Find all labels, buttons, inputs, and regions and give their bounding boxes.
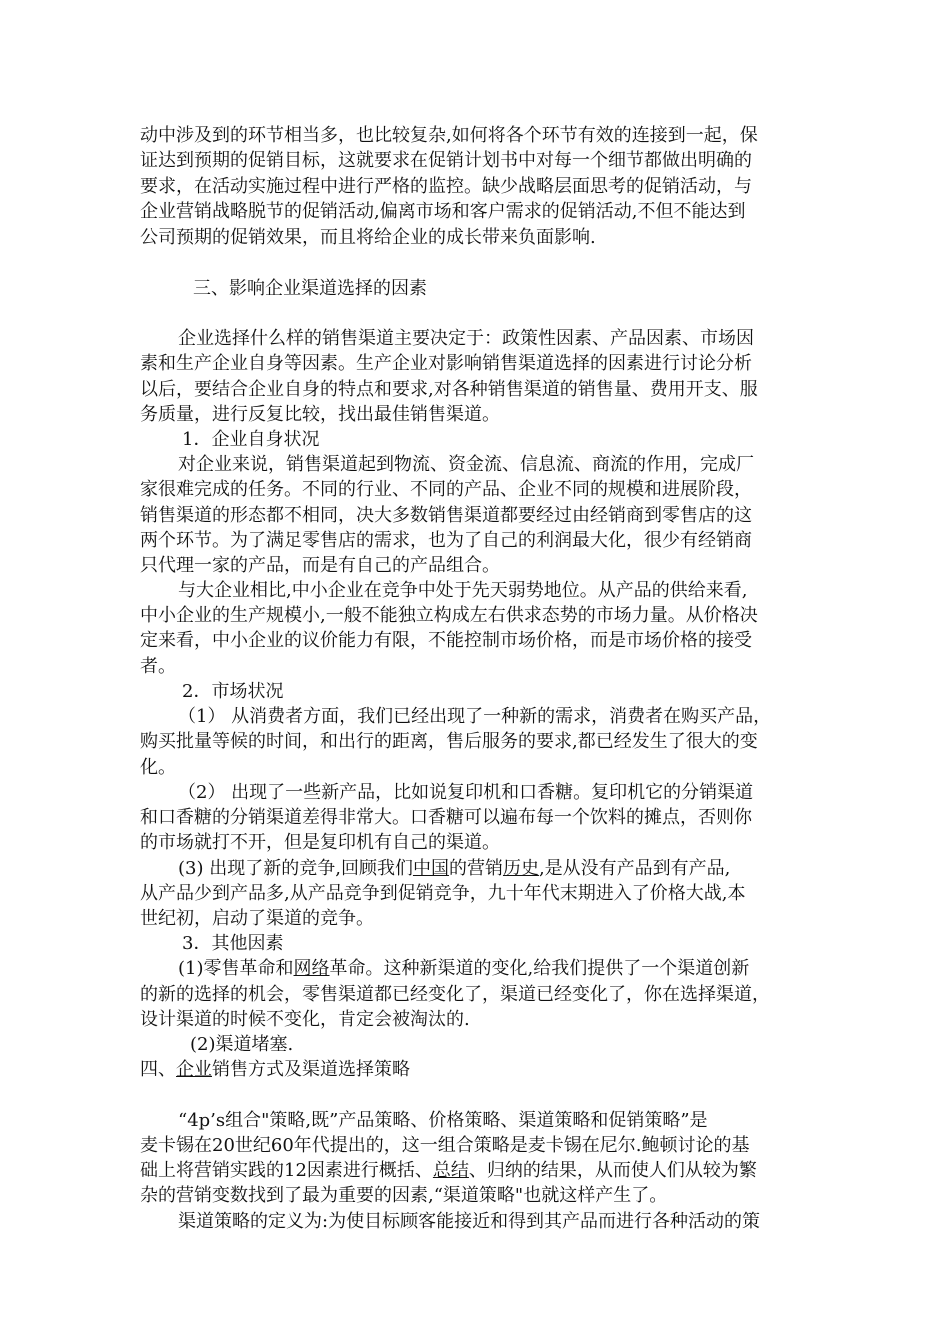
paragraph-line: 中小企业的生产规模小,一般不能独立构成左右供求态势的市场力量。从价格决 [140, 605, 758, 626]
text-run: 销售方式及渠道选择策略 [212, 1059, 410, 1080]
paragraph-line: 世纪初，启动了渠道的竞争。 [140, 908, 374, 929]
paragraph-line: 设计渠道的时候不变化，肯定会被淘汰的. [140, 1009, 470, 1030]
paragraph-line: 以后，要结合企业自身的特点和要求,对各种销售渠道的销售量、费用开支、服 [140, 379, 758, 400]
paragraph-line: “4p’s组合"策略,既”产品策略、价格策略、渠道策略和促销策略”是 [178, 1110, 708, 1131]
subsection-heading: 1．企业自身状况 [182, 429, 320, 450]
paragraph-line: （2） 出现了一些新产品，比如说复印机和口香糖。复印机它的分销渠道 [178, 782, 754, 803]
paragraph-line: (2)渠道堵塞. [190, 1034, 294, 1055]
paragraph-line: （1） 从消费者方面，我们已经出现了一种新的需求，消费者在购买产品， [178, 706, 772, 727]
link-network[interactable]: 网络 [293, 958, 330, 979]
subsection-heading: 3．其他因素 [182, 933, 284, 954]
link-summary[interactable]: 总结 [432, 1160, 469, 1181]
paragraph-line [178, 957, 749, 981]
text-run: 础上将营销实践的12因素进行概括、 [140, 1160, 433, 1181]
paragraph-line [140, 1159, 757, 1183]
paragraph-line: 销售渠道的形态都不相同，决大多数销售渠道都要经过由经销商到零售店的这 [140, 505, 752, 526]
paragraph-line: 与大企业相比,中小企业在竞争中处于先天弱势地位。从产品的供给来看, [178, 580, 748, 601]
link-history[interactable]: 历史 [502, 858, 539, 879]
link-china[interactable]: 中国 [412, 858, 449, 879]
text-run: 四、 [140, 1059, 176, 1080]
link-enterprise[interactable]: 企业 [176, 1059, 212, 1080]
paragraph-line: 对企业来说，销售渠道起到物流、资金流、信息流、商流的作用，完成厂 [178, 454, 754, 475]
paragraph-line: 的新的选择的机会，零售渠道都已经变化了，渠道已经变化了，你在选择渠道， [140, 984, 770, 1005]
paragraph-line: 家很难完成的任务。不同的行业、不同的产品、企业不同的规模和进展阶段， [140, 479, 752, 500]
paragraph-line: 务质量，进行反复比较，找出最佳销售渠道。 [140, 404, 500, 425]
paragraph-line: 企业营销战略脱节的促销活动,偏离市场和客户需求的促销活动,不但不能达到 [140, 201, 746, 222]
text-run: (1)零售革命和 [178, 958, 294, 979]
paragraph-line: 公司预期的促销效果，而且将给企业的成长带来负面影响. [140, 227, 596, 248]
section-heading [140, 1058, 410, 1082]
text-run: 的营销 [448, 858, 503, 879]
paragraph-line: 购买批量等候的时间，和出行的距离，售后服务的要求,都已经发生了很大的变 [140, 731, 758, 752]
paragraph-line [178, 857, 730, 881]
paragraph-line: 者。 [140, 656, 176, 677]
text-run: (3) 出现了新的竞争,回顾我们 [178, 858, 413, 879]
text-run: 、归纳的结果，从而使人们从较为繁 [468, 1160, 757, 1181]
paragraph-line: 和口香糖的分销渠道差得非常大。口香糖可以遍布每一个饮料的摊点，否则你 [140, 807, 752, 828]
paragraph-line: 的市场就打不开，但是复印机有自己的渠道。 [140, 832, 500, 853]
paragraph-line: 渠道策略的定义为:为使目标顾客能接近和得到其产品而进行各种活动的策 [178, 1211, 761, 1232]
section-heading: 三、影响企业渠道选择的因素 [193, 278, 427, 299]
paragraph-line: 化。 [140, 757, 176, 778]
paragraph-line: 定来看，中小企业的议价能力有限，不能控制市场价格，而是市场价格的接受 [140, 630, 752, 651]
paragraph-line: 杂的营销变数找到了最为重要的因素,“渠道策略"也就这样产生了。 [140, 1185, 668, 1206]
paragraph-line: 动中涉及到的环节相当多，也比较复杂,如何将各个环节有效的连接到一起，保 [140, 125, 758, 146]
paragraph-line: 素和生产企业自身等因素。生产企业对影响销售渠道选择的因素进行讨论分析 [140, 353, 752, 374]
text-run: ,是从没有产品到有产品, [538, 858, 731, 879]
paragraph-line: 麦卡锡在20世纪60年代提出的，这一组合策略是麦卡锡在尼尔.鲍顿讨论的基 [140, 1135, 750, 1156]
paragraph-line: 两个环节。为了满足零售店的需求，也为了自己的利润最大化，很少有经销商 [140, 530, 752, 551]
paragraph-line: 证达到预期的促销目标，这就要求在促销计划书中对每一个细节都做出明确的 [140, 150, 752, 171]
paragraph-line: 只代理一家的产品，而是有自己的产品组合。 [140, 555, 500, 576]
paragraph-line: 要求，在活动实施过程中进行严格的监控。缺少战略层面思考的促销活动，与 [140, 176, 752, 197]
subsection-heading: 2．市场状况 [182, 681, 284, 702]
text-run: 革命。这种新渠道的变化,给我们提供了一个渠道创新 [329, 958, 750, 979]
paragraph-line: 企业选择什么样的销售渠道主要决定于：政策性因素、产品因素、市场因 [178, 328, 754, 349]
paragraph-line: 从产品少到产品多,从产品竞争到促销竞争，九十年代末期进入了价格大战,本 [140, 883, 746, 904]
